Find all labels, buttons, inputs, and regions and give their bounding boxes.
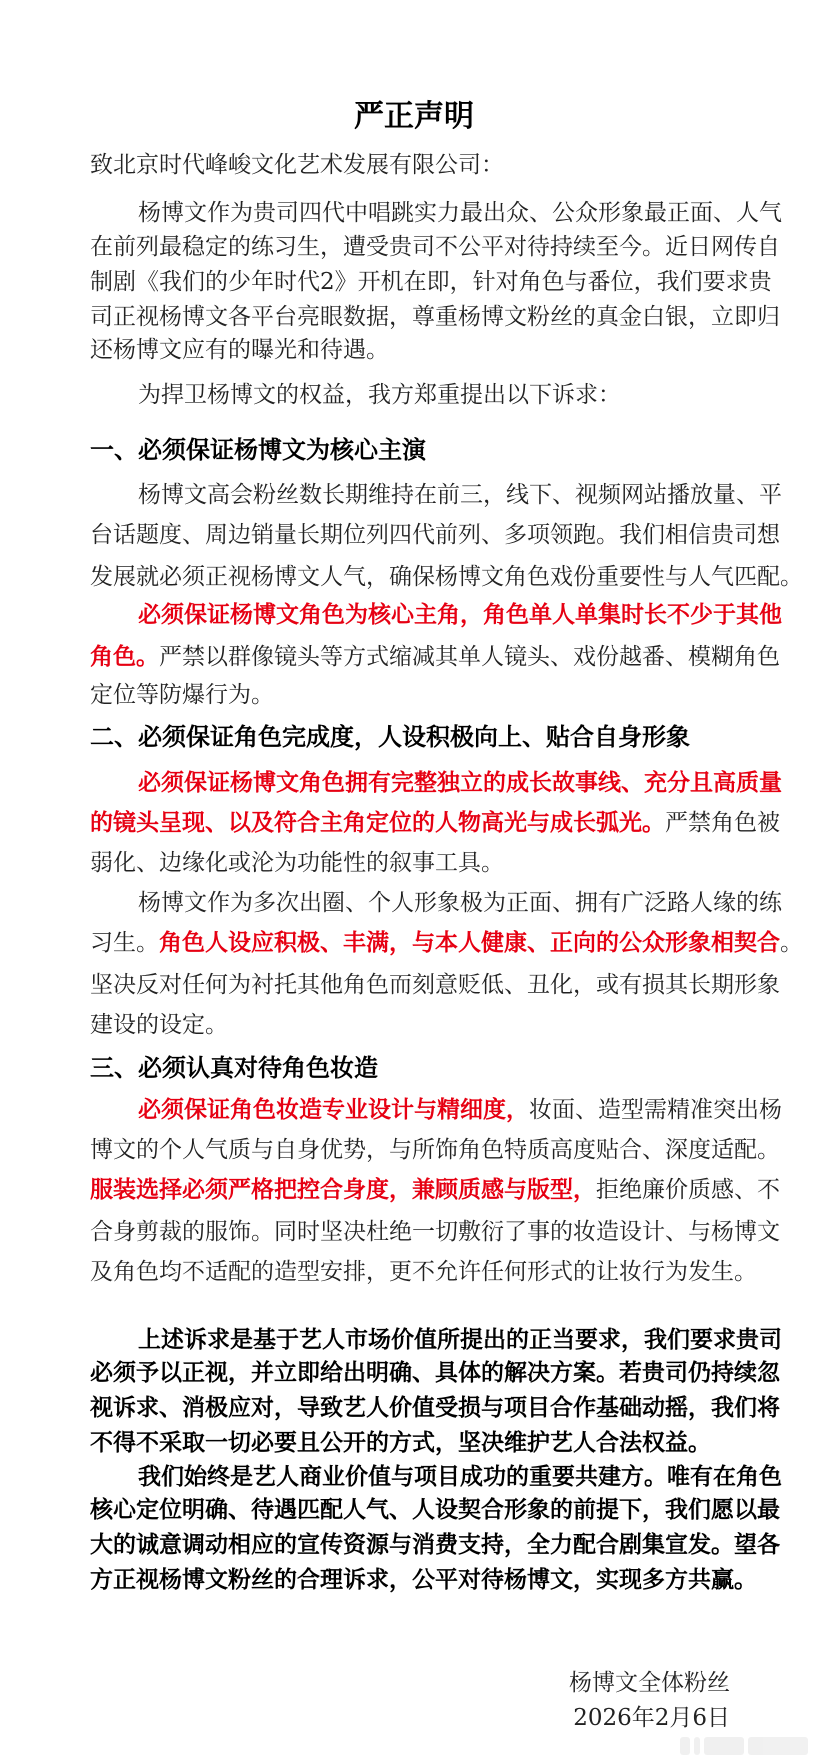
salutation: 致北京时代峰峻文化艺术发展有限公司： <box>90 152 504 178</box>
body-text: 制剧《我们的少年时代2》开机在即，针对角色与番位，我们要求贵 <box>90 269 772 295</box>
paragraph-line <box>90 1255 757 1289</box>
body-text: 妆面、造型需精准突出杨 <box>529 1097 782 1123</box>
paragraph-line <box>90 1008 730 1042</box>
body-text: 上述诉求是基于艺人市场价值所提出的正当要求，我们要求贵司 <box>138 1326 782 1353</box>
body-text: 及角色均不适配的造型安排，更不允许任何形式的让妆行为发生。 <box>90 1259 757 1285</box>
body-text: 方正视杨博文粉丝的合理诉求，公平对待杨博文，实现多方共赢。 <box>90 1566 757 1593</box>
paragraph-line <box>90 640 780 674</box>
body-text: 建设的设定。 <box>90 1012 228 1038</box>
paragraph-line <box>138 886 782 920</box>
body-text: 必须予以正视，并立即给出明确、具体的解决方案。若贵司仍持续忽 <box>90 1359 780 1386</box>
date: 2026年2月6日 <box>573 1705 730 1731</box>
paragraph-line <box>90 846 730 880</box>
paragraph-line <box>90 806 780 840</box>
paragraph-line <box>90 560 803 594</box>
body-text: 定位等防爆行为。 <box>90 682 274 708</box>
body-text: 为捍卫杨博文的权益，我方郑重提出以下诉求： <box>138 382 621 408</box>
paragraph-line <box>90 518 780 552</box>
paragraph-line <box>90 1215 780 1249</box>
emphasis-text: 必须保证角色妆造专业设计与精细度， <box>138 1096 529 1123</box>
paragraph-line <box>90 1391 780 1425</box>
paragraph-line <box>138 478 782 512</box>
paragraph-line <box>138 766 782 800</box>
paragraph-line <box>90 300 780 334</box>
body-text: 三、必须认真对待角色妆造 <box>90 1054 378 1082</box>
paragraph-line <box>90 1528 780 1562</box>
body-text: 杨博文高会粉丝数长期维持在前三，线下、视频网站播放量、平 <box>138 482 782 508</box>
body-text: 我们始终是艺人商业价值与项目成功的重要共建方。唯有在角色 <box>138 1463 782 1490</box>
body-text: 大的诚意调动相应的宣传资源与消费支持，全力配合剧集宣发。望各 <box>90 1531 780 1558</box>
emphasis-text: 服装选择必须严格把控合身度，兼顾质感与版型， <box>90 1176 596 1203</box>
paragraph-line <box>90 265 772 299</box>
body-text: 严禁以群像镜头等方式缩减其单人镜头、戏份越番、模糊角色 <box>159 644 780 670</box>
paragraph-line <box>90 968 780 1002</box>
page-title: 严正声明 <box>354 99 474 134</box>
emphasis-text: 角色。 <box>90 643 159 670</box>
paragraph-line <box>90 1563 757 1597</box>
body-text: 。 <box>780 930 803 956</box>
emphasis-text: 角色人设应积极、丰满，与本人健康、正向的公众形象相契合 <box>159 929 780 956</box>
body-text: 习生。 <box>90 930 159 956</box>
paragraph-line <box>90 1356 780 1390</box>
paragraph-line <box>90 1133 780 1167</box>
section-heading <box>90 1051 730 1085</box>
body-text: 还杨博文应有的曝光和待遇。 <box>90 337 389 363</box>
paragraph-line <box>138 378 730 412</box>
section-heading <box>90 433 730 467</box>
body-text: 严禁角色被 <box>665 810 780 836</box>
body-text: 台话题度、周边销量长期位列四代前列、多项领跑。我们相信贵司想 <box>90 522 780 548</box>
body-text: 弱化、边缘化或沦为功能性的叙事工具。 <box>90 850 504 876</box>
signature: 杨博文全体粉丝 <box>569 1670 730 1696</box>
paragraph-line <box>90 333 730 367</box>
body-text: 一、必须保证杨博文为核心主演 <box>90 436 426 464</box>
body-text: 拒绝廉价质感、不 <box>596 1177 780 1203</box>
paragraph-line <box>90 678 730 712</box>
paragraph-line <box>138 1093 782 1127</box>
emphasis-text: 的镜头呈现、以及符合主角定位的人物高光与成长弧光。 <box>90 809 665 836</box>
paragraph-line <box>138 598 782 632</box>
body-text: 博文的个人气质与自身优势，与所饰角色特质高度贴合、深度适配。 <box>90 1137 780 1163</box>
paragraph-line <box>90 1493 780 1527</box>
paragraph-line <box>138 1323 782 1357</box>
body-text: 在前列最稳定的练习生，遭受贵司不公平对待持续至今。近日网传自 <box>90 234 780 260</box>
body-text: 发展就必须正视杨博文人气，确保杨博文角色戏份重要性与人气匹配。 <box>90 564 803 590</box>
body-text: 不得不采取一切必要且公开的方式，坚决维护艺人合法权益。 <box>90 1429 711 1456</box>
body-text: 核心定位明确、待遇匹配人气、人设契合形象的前提下，我们愿以最 <box>90 1496 780 1523</box>
emphasis-text: 必须保证杨博文角色为核心主角，角色单人单集时长不少于其他 <box>138 601 782 628</box>
body-text: 合身剪裁的服饰。同时坚决杜绝一切敷衍了事的妆造设计、与杨博文 <box>90 1219 780 1245</box>
body-text: 坚决反对任何为衬托其他角色而刻意贬低、丑化，或有损其长期形象 <box>90 972 780 998</box>
watermark-logo <box>680 1735 820 1757</box>
body-text: 杨博文作为贵司四代中唱跳实力最出众、公众形象最正面、人气 <box>138 200 782 226</box>
body-text: 二、必须保证角色完成度，人设积极向上、贴合自身形象 <box>90 723 690 751</box>
body-text: 司正视杨博文各平台亮眼数据，尊重杨博文粉丝的真金白银，立即归 <box>90 304 780 330</box>
paragraph-line <box>138 1460 782 1494</box>
section-heading <box>90 720 730 754</box>
paragraph-line <box>90 1173 780 1207</box>
body-text: 视诉求、消极应对，导致艺人价值受损与项目合作基础动摇，我们将 <box>90 1394 780 1421</box>
paragraph-line <box>90 230 780 264</box>
paragraph-line <box>90 926 803 960</box>
body-text: 杨博文作为多次出圈、个人形象极为正面、拥有广泛路人缘的练 <box>138 890 782 916</box>
paragraph-line <box>138 196 782 230</box>
emphasis-text: 必须保证杨博文角色拥有完整独立的成长故事线、充分且高质量 <box>138 769 782 796</box>
paragraph-line <box>90 1426 730 1460</box>
